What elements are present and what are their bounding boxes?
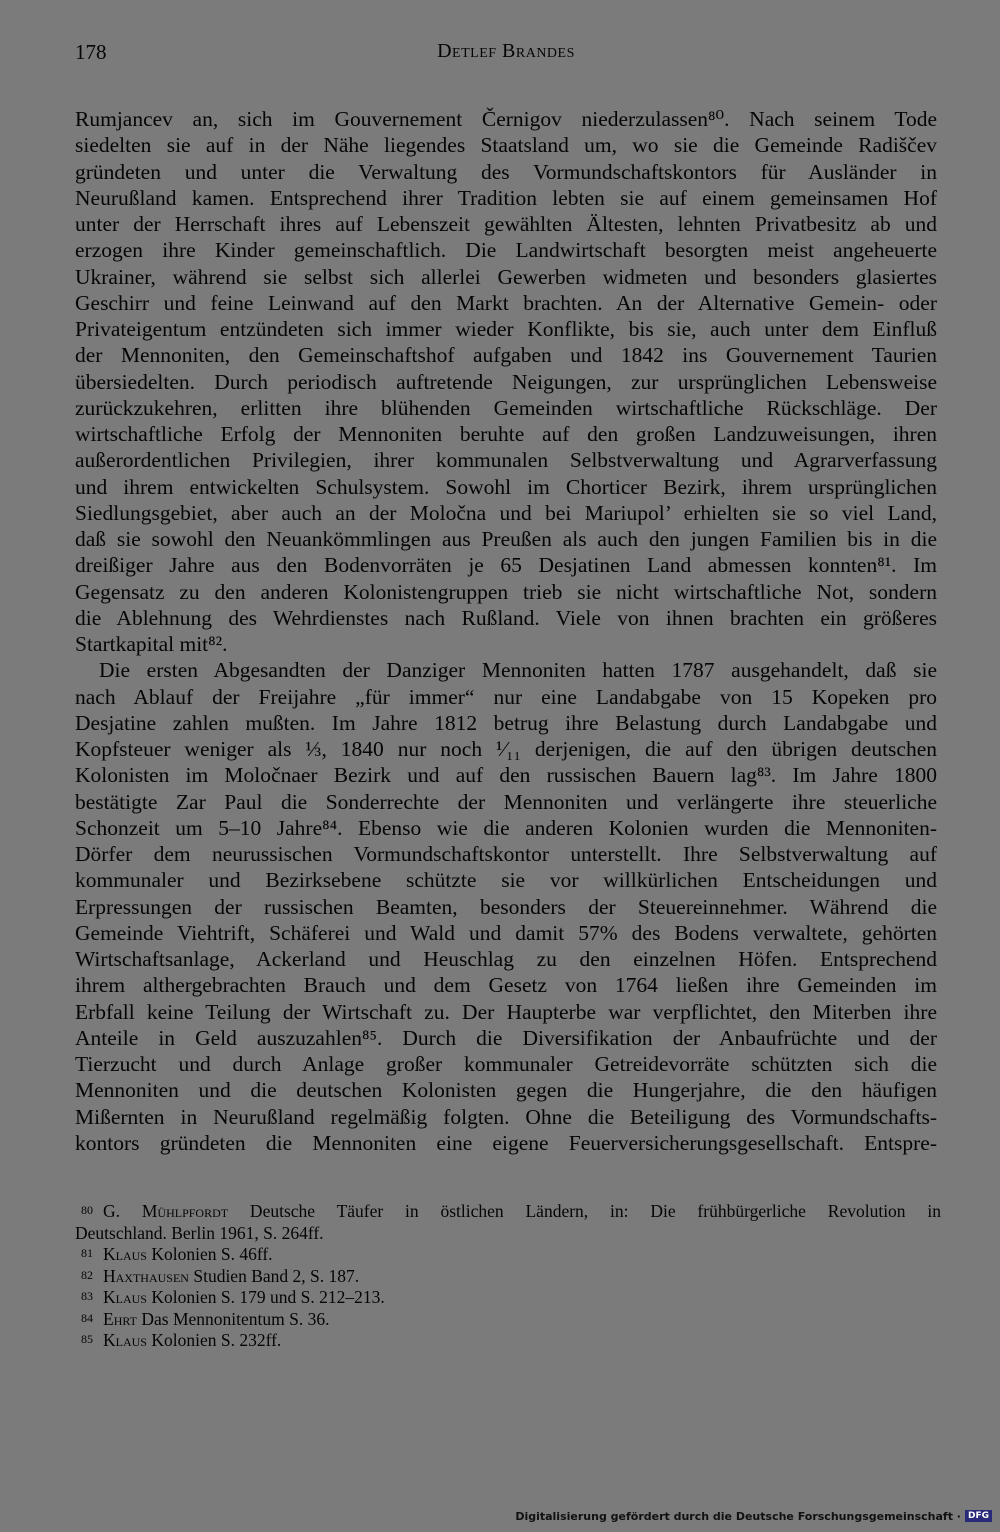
- page-header: [75, 40, 937, 70]
- body-line: die Ablehnung des Wehrdienstes nach Rußland. Viele von ihnen brachten ein größeres: [75, 605, 937, 630]
- body-line: Schonzeit um 5–10 Jahre⁸⁴. Ebenso wie die anderen Kolonien wurden die Mennoniten-: [75, 815, 937, 840]
- body-line: Ukrainer, während sie selbst sich allerlei Gewerben widmeten und besonders glasiertes: [75, 264, 937, 289]
- body-line: Mennoniten und die deutschen Kolonisten gegen die Hungerjahre, die den häufigen: [75, 1078, 937, 1103]
- footnote-author: Klaus: [103, 1330, 147, 1350]
- body-line: kommunaler und Bezirksebene schützte sie vor willkürlichen Entscheidungen und: [75, 868, 937, 893]
- footnote-author: Haxthausen: [103, 1265, 189, 1286]
- body-text: [75, 106, 937, 1156]
- footnote-author: Klaus: [103, 1244, 147, 1264]
- body-line: außerordentlichen Privilegien, ihrer kommunalen Selbstverwaltung und Agrarverfassung: [75, 448, 937, 473]
- body-line: Tierzucht und durch Anlage großer kommunaler Getreidevorräte schützten sich die: [75, 1052, 937, 1076]
- body-line: Anteile in Geld auszuzahlen⁸⁵. Durch die Diversifikation der Anbaufrüchte und der: [75, 1025, 937, 1050]
- body-line: bestätigte Zar Paul die Sonderrechte der Mennoniten und verlängerte ihre steuerliche: [75, 789, 937, 814]
- body-line: übersiedelten. Durch periodisch auftretende Neigungen, zur ursprünglichen Lebensweise: [75, 369, 937, 394]
- body-line: nach Ablauf der Freijahre „für immer“ nur eine Landabgabe von 15 Kopeken pro: [75, 684, 937, 709]
- body-line: Mißernten in Neurußland regelmäßig folgten. Ohne die Beteiligung des Vormundschafts-: [75, 1104, 937, 1129]
- body-line: ihrem althergebrachten Brauch und dem Gesetz von 1764 ließen ihre Gemeinden im: [75, 973, 937, 998]
- footnote-line: [75, 1330, 941, 1352]
- footnote-text: Deutsche Täufer in östlichen Ländern, in: Die frühbürgerliche Revolution in: [228, 1201, 942, 1221]
- footnote-author: G. Mühlpfordt: [103, 1201, 229, 1221]
- body-line: Erpressungen der russischen Beamten, besonders der Steuereinnehmer. Während die: [75, 894, 937, 919]
- footnote-text: Das Mennonitentum S. 36.: [136, 1308, 330, 1329]
- body-line: unter der Herrschaft ihres auf Lebenszeit gewählten Ältesten, lehnten Privatbesitz ab und: [75, 212, 937, 236]
- body-line: dreißiger Jahre aus den Bodenvorräten je 65 Desjatinen Land abmessen konnten⁸¹. Im: [75, 553, 937, 578]
- body-line: Erbfall keine Teilung der Wirtschaft zu. Der Haupterbe war verpflichtet, den Miterben ihre: [75, 999, 937, 1024]
- body-line: Die ersten Abgesandten der Danziger Mennoniten hatten 1787 ausgehandelt, daß sie: [99, 658, 937, 683]
- body-line: Privateigentum entzündeten sich immer wieder Konflikte, bis sie, auch unter dem Einfluß: [75, 317, 937, 341]
- body-line: Gemeinde Viehtrift, Schäferei und Wald und damit 57% des Bodens verwaltete, gehörten: [75, 920, 937, 945]
- body-line: Rumjancev an, sich im Gouvernement Černigov niederzulassen⁸⁰. Nach seinem Tode: [75, 107, 937, 131]
- body-line: siedelten sie auf in der Nähe liegendes Staatsland um, wo sie die Gemeinde Radiščev: [75, 133, 937, 158]
- body-line: Startkapital mit⁸².: [75, 632, 228, 656]
- body-line: Kolonisten im Moločnaer Bezirk und auf den russischen Bauern lag⁸³. Im Jahre 1800: [75, 763, 937, 788]
- footnote-number: 80: [81, 1203, 93, 1217]
- body-line: zurückzukehren, erlitten ihre blühenden Gemeinden wirtschaftliche Rückschläge. Der: [75, 395, 937, 420]
- footnote-text: Studien Band 2, S. 187.: [188, 1265, 360, 1286]
- footnote-number: 84: [81, 1310, 93, 1325]
- body-line: daß sie sowohl den Neuankömmlingen aus Preußen als auch den jungen Familien bis in die: [75, 527, 937, 551]
- body-line: Gegensatz zu den anderen Kolonistengruppen trieb sie nicht wirtschaftliche Not, sondern: [75, 579, 937, 604]
- body-line: Neurußland kamen. Entsprechend ihrer Tradition lebten sie auf einem gemeinsamen Hof: [75, 185, 937, 210]
- footer-credit: [515, 1507, 992, 1525]
- footnote-text: Deutschland. Berlin 1961, S. 264ff.: [75, 1222, 324, 1243]
- running-head: Detlef Brandes: [437, 40, 575, 62]
- footnote-number: 85: [81, 1332, 93, 1346]
- footnote-text: Kolonien S. 46ff.: [146, 1244, 273, 1264]
- body-line: kontors gründeten die Mennoniten eine eigene Feuerversicherungsgesellschaft. Entspre-: [75, 1130, 937, 1155]
- footnote-author: Ehrt: [103, 1308, 137, 1329]
- footnote-author: Klaus: [103, 1287, 147, 1307]
- footnote-number: 82: [81, 1267, 93, 1282]
- dfg-logo: DFG: [965, 1510, 992, 1522]
- footnote-line: [75, 1287, 941, 1309]
- footnote-line: [75, 1201, 941, 1223]
- footnote-text: Kolonien S. 179 und S. 212–213.: [146, 1287, 385, 1307]
- body-line: erzogen ihre Kinder gemeinschaftlich. Die Landwirtschaft besorgten meist angeheuerte: [75, 238, 937, 263]
- body-line: Kopfsteuer weniger als ⅓, 1840 nur noch ¹⁄₁₁ derjenigen, die auf den übrigen deutschen: [75, 737, 937, 761]
- body-line: Wirtschaftsanlage, Ackerland und Heuschlag zu den einzelnen Höfen. Entsprechend: [75, 947, 937, 971]
- body-line: Geschirr und feine Leinwand auf den Markt brachten. An der Alternative Gemein- oder: [75, 290, 937, 315]
- footnote-line: [75, 1223, 941, 1245]
- body-line: wirtschaftliche Erfolg der Mennoniten beruhte auf den großen Landzuweisungen, ihren: [75, 422, 937, 446]
- body-line: gründeten und unter die Verwaltung des Vormundschaftskontors für Ausländer in: [75, 159, 937, 184]
- footnote-line: [75, 1266, 941, 1288]
- footnote-text: Kolonien S. 232ff.: [146, 1330, 282, 1350]
- footer-credit-text: Digitalisierung gefördert durch die Deutsche Forschungsgemeinschaft ·: [515, 1509, 961, 1523]
- body-line: Desjatine zahlen mußten. Im Jahre 1812 betrug ihre Belastung durch Landabgabe und: [75, 710, 937, 735]
- footnote-line: [75, 1244, 941, 1266]
- page-number: 178: [75, 40, 107, 64]
- body-line: Dörfer dem neurussischen Vormundschaftskontor unterstellt. Ihre Selbstverwaltung auf: [75, 842, 937, 866]
- footnote-number: 81: [81, 1246, 93, 1260]
- footnotes: [75, 1201, 941, 1352]
- body-line: der Mennoniten, den Gemeinschaftshof aufgaben und 1842 ins Gouvernement Taurien: [75, 343, 937, 368]
- body-line: und ihrem entwickelten Schulsystem. Sowohl im Chorticer Bezirk, ihrem ursprünglichen: [75, 474, 937, 499]
- footnote-number: 83: [81, 1289, 93, 1303]
- footnote-line: [75, 1309, 941, 1331]
- body-line: Siedlungsgebiet, aber auch an der Moločna und bei Mariupol’ erhielten sie so viel Land,: [75, 500, 937, 525]
